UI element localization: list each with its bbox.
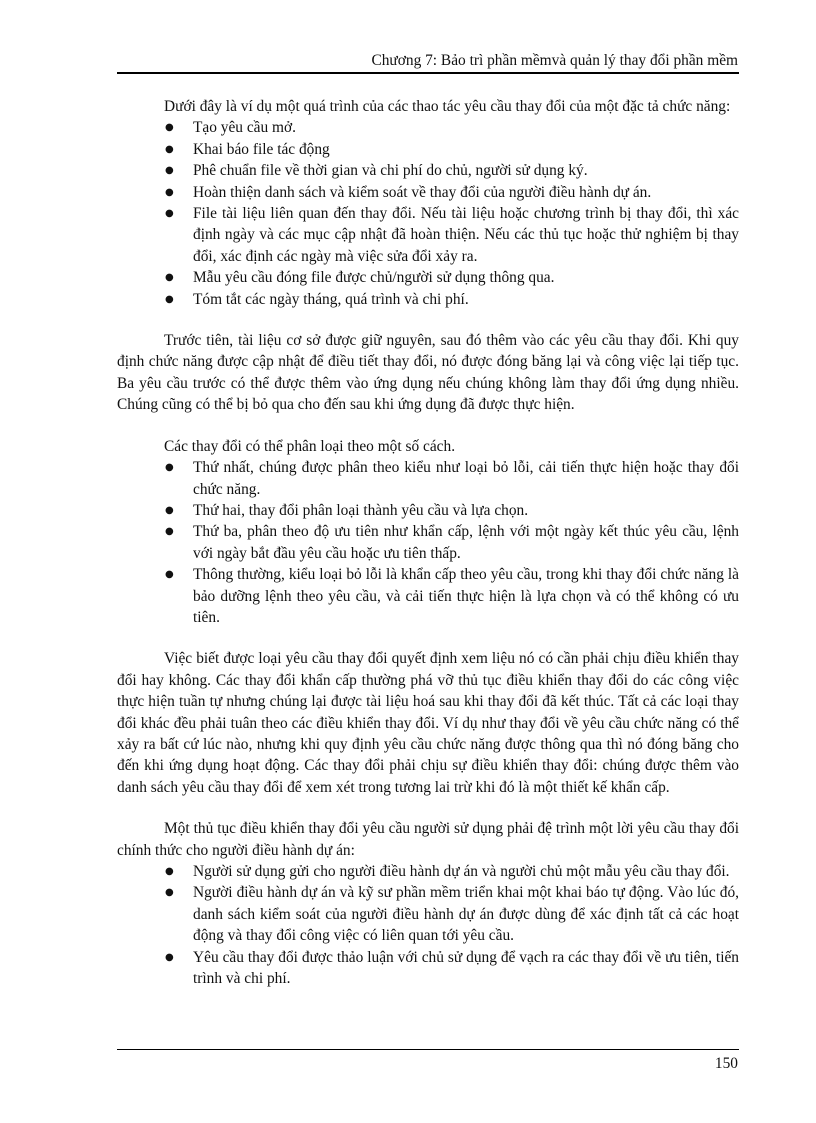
list-item: ● Người điều hành dự án và kỹ sư phần mềm triển khai một khai báo tự động. Vào lúc đó, danh sách kiểm soát của người điều hành dự án được dùng để xác định tất cả các hoạt động và thay đổi công việc có liên quan tới yêu cầu. [165,884,739,945]
list-item: ● Mẫu yêu cầu đóng file được chủ/người sử dụng thông qua. [193,267,739,288]
bullet-icon: ● [165,143,174,155]
section4-intro: Một thủ tục điều khiển thay đổi yêu cầu người sử dụng phải đệ trình một lời yêu cầu thay đổi chính thức cho người điều hành dự án: [117,820,739,859]
spacer [117,628,739,648]
header-rule [117,72,739,74]
bullet-icon: ● [165,887,174,899]
paragraph-3: Việc biết được loại yêu cầu thay đổi quyết định xem liệu nó có cần phải chịu điều khiển thay đổi hay không. Các thay đổi khẩn cấp thường phá vỡ thủ tục điều khiển thay đổi do các công việc thực hiện tuần tự nhưng chúng lại được tài liệu hoá sau khi thay đổi đã kết thúc. Tất cả các loại thay đổi khác đều phải tuân theo các điều khiển thay đổi. Ví dụ như thay đổi về yêu cầu chức năng có thể xảy ra bất cứ lúc nào, nhưng khi quy định yêu cầu chức năng được thông qua thì nó đóng băng cho đến khi ứng dụng hoạt động. Các thay đổi phải chịu sự điều khiển thay đổi: chúng được thêm vào danh sách yêu cầu thay đổi để xem xét trong tương lai trừ khi đó là một thiết kế khẩn cấp. [117,650,739,796]
section1-intro: Dưới đây là ví dụ một quá trình của các thao tác yêu cầu thay đổi của một đặc tả chức năng: [164,98,731,115]
list-item: ● Người sử dụng gửi cho người điều hành dự án và người chủ một mẫu yêu cầu thay đổi. [193,861,739,882]
bullet-icon: ● [165,208,174,220]
list-item: ● Tóm tắt các ngày tháng, quá trình và chi phí. [193,289,739,310]
list-item: ● Tạo yêu cầu mở. [193,117,739,138]
spacer [117,416,739,436]
section4-bullet-list [117,861,739,989]
list-item: ● Thứ ba, phân theo độ ưu tiên như khẩn cấp, lệnh với một ngày kết thúc yêu cầu, lệnh với ngày bắt đầu yêu cầu hoặc ưu tiên thấp. [165,523,739,562]
list-item: ● Khai báo file tác động [193,139,739,160]
paragraph-2: Trước tiên, tài liệu cơ sở được giữ nguyên, sau đó thêm vào các yêu cầu thay đổi. Khi quy định chức năng được cập nhật để điều tiết thay đổi, nó được đóng băng lại và công việc lại tiếp tục. Ba yêu cầu trước có thể được thêm vào ứng dụng nếu chúng không làm thay đổi ứng dụng nhiều. Chúng cũng có thể bị bỏ qua cho đến sau khi ứng dụng đã được thực hiện. [117,332,739,414]
bullet-icon: ● [165,866,174,877]
footer-rule [117,1049,739,1050]
section1-bullet-list [117,117,739,310]
bullet-icon: ● [165,569,174,581]
spacer [117,310,739,330]
section2-intro: Các thay đổi có thể phân loại theo một số cách. [164,437,456,455]
bullet-icon: ● [165,951,174,963]
list-item: ● Thứ nhất, chúng được phân theo kiểu như loại bỏ lỗi, cải tiến thực hiện hoặc thay đổi chức năng. [165,459,739,498]
bullet-icon: ● [165,272,174,284]
list-item: ● Thứ hai, thay đổi phân loại thành yêu cầu và lựa chọn. [193,500,739,521]
chapter-header: Chương 7: Bảo trì phần mềmvà quản lý thay đổi phần mềm [371,52,738,69]
bullet-icon: ● [165,504,174,516]
bullet-icon: ● [165,462,174,474]
list-item: ● Thông thường, kiểu loại bỏ lỗi là khẩn cấp theo yêu cầu, trong khi thay đổi chức năng là bảo dưỡng lệnh theo yêu cầu, và cải tiến thực hiện là lựa chọn và có thể không có ưu tiên. [165,566,739,626]
list-item: ● Yêu cầu thay đổi được thảo luận với chủ sử dụng để vạch ra các thay đổi về ưu tiên, tiến trình và chi phí. [165,948,739,988]
list-item: ● File tài liệu liên quan đến thay đổi. Nếu tài liệu hoặc chương trình bị thay đổi, thì xác định ngày và các mục cập nhật đã hoàn thiện. Nếu các thủ tục hoặc thử nghiệm bị thay đổi, xác định các ngày mà việc sửa đổi xảy ra. [165,205,739,265]
bullet-icon: ● [165,186,174,198]
bullet-icon: ● [165,122,174,134]
list-item: ● Hoàn thiện danh sách và kiểm soát về thay đổi của người điều hành dự án. [193,182,739,203]
page-body [117,96,739,989]
list-item: ● Phê chuẩn file về thời gian và chi phí do chủ, người sử dụng ký. [193,160,739,181]
bullet-icon: ● [165,293,174,305]
bullet-icon: ● [165,526,174,538]
section2-bullet-list [117,457,739,628]
spacer [117,798,739,818]
bullet-icon: ● [165,165,174,177]
page-number: 150 [714,1055,738,1072]
